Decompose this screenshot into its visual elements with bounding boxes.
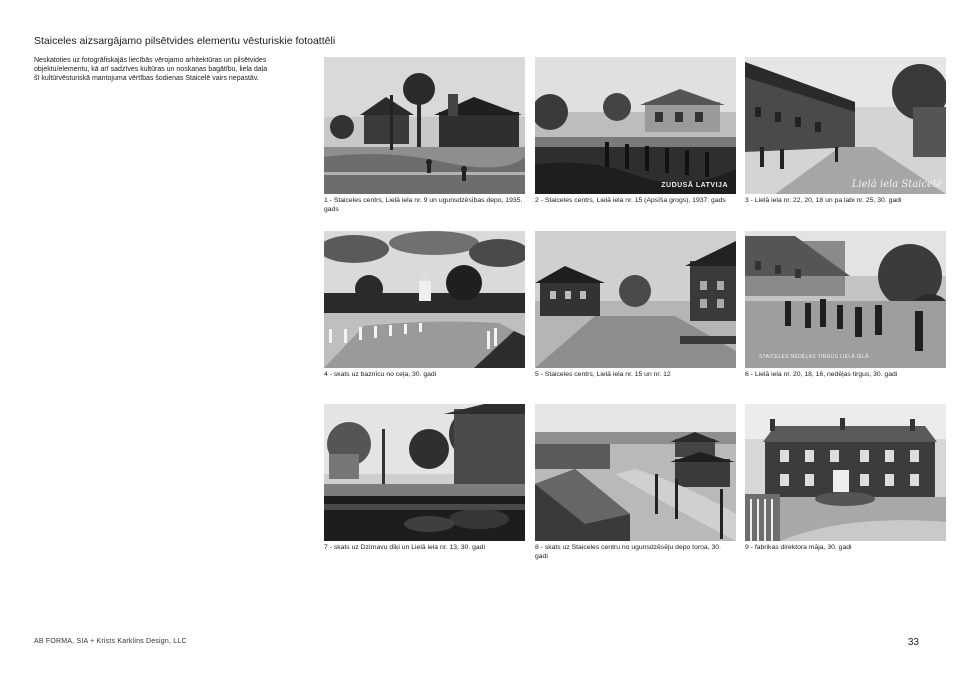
photo-5-image [535, 231, 736, 368]
photo-cell-7 [324, 404, 525, 553]
historical-photo-8[interactable] [535, 404, 736, 541]
photo-3-overlay-text: Lielā iela Staicelē [851, 179, 942, 190]
photo-9-image [745, 404, 946, 541]
photo-5-caption: 5 - Staiceles centrs, Lielā iela nr. 15 un nr. 12 [535, 371, 671, 378]
photo-2-caption: 2 - Staiceles centrs, Lielā iela nr. 15 (Apsīša grogs), 1937. gads [535, 197, 726, 204]
photo-6-caption: 6 - Lielā iela nr. 20, 18, 16, nedēļas tirgus, 30. gadi [745, 371, 898, 378]
photo-9-caption: 9 - fabrikas direktora māja, 30. gadi [745, 544, 852, 551]
photo-2-image [535, 57, 736, 194]
photo-4-image [324, 231, 525, 368]
photo-cell-6 [745, 231, 946, 380]
photo-cell-1 [324, 57, 525, 214]
photo-4-caption: 4 - skats uz baznīcu no ceļa, 30. gadi [324, 371, 437, 378]
photo-cell-3 [745, 57, 946, 206]
photo-cell-8 [535, 404, 736, 561]
page-number: 33 [907, 637, 919, 648]
photo-cell-4 [324, 231, 525, 380]
historical-photo-4[interactable] [324, 231, 525, 368]
photo-6-image [745, 231, 946, 368]
photo-1-image [324, 57, 525, 194]
photo-7-image [324, 404, 525, 541]
photo-3-image [745, 57, 946, 194]
page-title: Staiceles aizsargājamo pilsētvides elementu vēsturiskie fotoattēli [34, 35, 336, 47]
historical-photo-1[interactable] [324, 57, 525, 194]
photo-grid [324, 57, 944, 567]
photo-2-overlay-text: ZUDUSĀ LATVIJA [661, 182, 728, 189]
photo-8-caption: 8 - skats uz Staiceles centru no ugunsdzēsēju depo torņa, 30. gadi [535, 544, 721, 560]
historical-photo-9[interactable] [745, 404, 946, 541]
photo-8-image [535, 404, 736, 541]
photo-3-caption: 3 - Lielā iela nr. 22, 20, 18 un pa labi nr. 25, 30. gadi [745, 197, 902, 204]
historical-photo-5[interactable] [535, 231, 736, 368]
photo-cell-9 [745, 404, 946, 553]
photo-6-overlay-text: STAICELES NEDĒĻAS TIRGUS LIELĀ IELĀ [759, 354, 869, 360]
photo-1-caption: 1 - Staiceles centrs, Lielā iela nr. 9 un ugunsdzēsības depo, 1935. gads [324, 197, 523, 213]
historical-photo-2[interactable] [535, 57, 736, 194]
photo-cell-2 [535, 57, 736, 206]
photo-7-caption: 7 - skats uz Dzirnavu dīķi un Lielā iela nr. 13, 30. gadi [324, 544, 485, 551]
historical-photo-3[interactable] [745, 57, 946, 194]
photo-cell-5 [535, 231, 736, 380]
historical-photo-7[interactable] [324, 404, 525, 541]
historical-photo-6[interactable] [745, 231, 946, 368]
footer-credits: AB FORMA, SIA + Krists Karklins Design, LLC [34, 638, 187, 645]
intro-paragraph: Neskatoties uz fotogrāfiskajās liecībās vērojamo arhitektūras un pilsētvides objektu/elementu, kā arī sadzīves kultūras un noskaņas bagātību, liela daļa šī kultūrvēsturiskā mantojuma vērtības šodienas Staicelē vairs nepastāv. [34, 57, 268, 82]
